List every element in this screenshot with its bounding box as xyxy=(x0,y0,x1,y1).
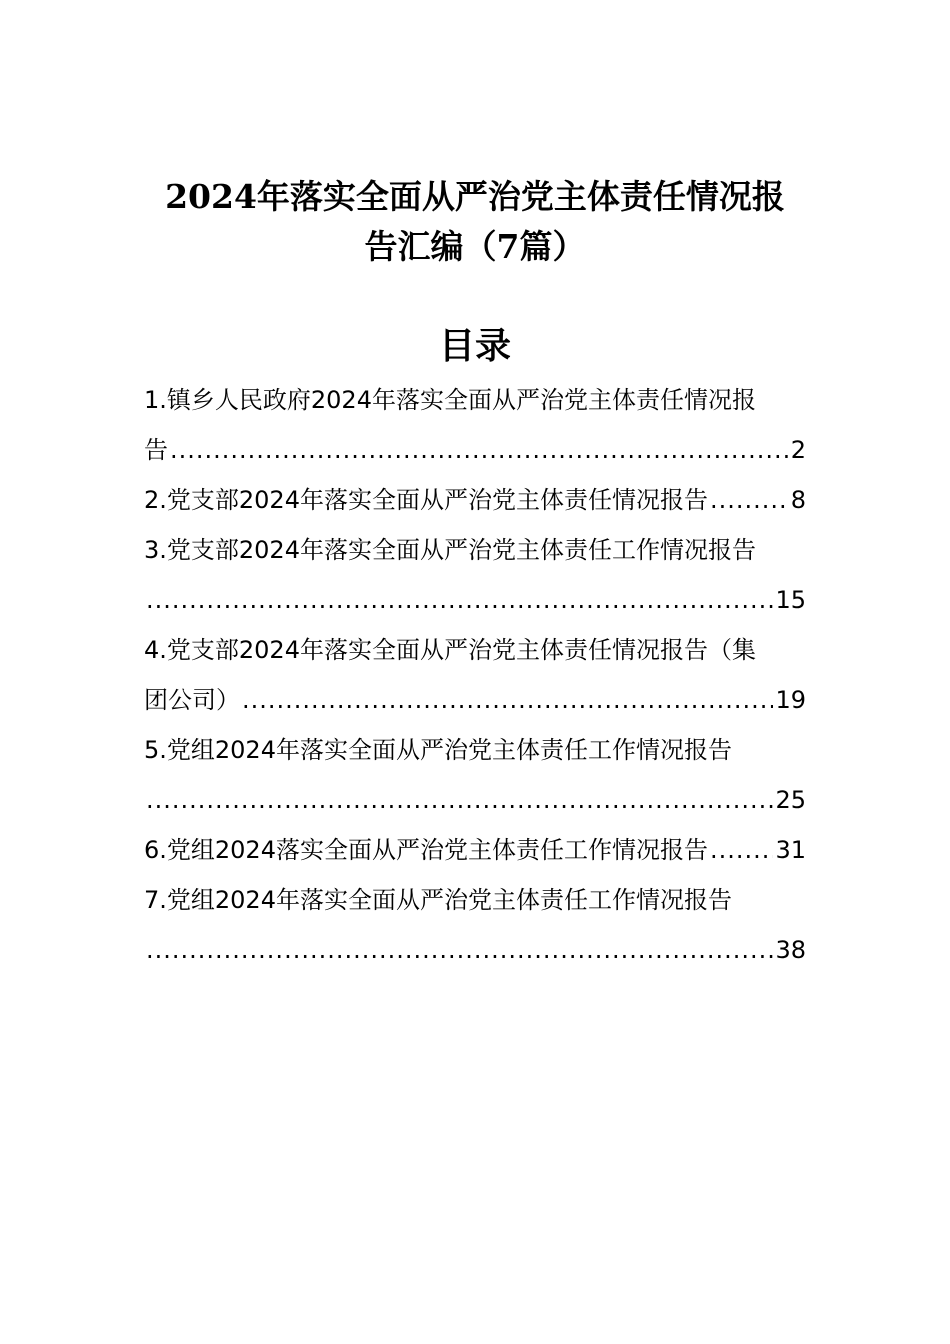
toc-entry-line xyxy=(144,475,806,525)
toc-entry-6[interactable] xyxy=(144,825,806,875)
toc-entry-title: 5.党组2024年落实全面从严治党主体责任工作情况报告 xyxy=(144,736,732,764)
table-of-contents xyxy=(144,375,806,975)
toc-page-number: 8 xyxy=(790,486,806,514)
toc-entry-line xyxy=(144,525,806,575)
toc-entry-title: 2.党支部2024年落实全面从严治党主体责任情况报告 xyxy=(144,486,708,514)
toc-entry-line xyxy=(144,825,806,875)
toc-entry-line xyxy=(144,775,806,825)
toc-page-number: 38 xyxy=(775,936,806,964)
toc-entry-title: 4.党支部2024年落实全面从严治党主体责任情况报告（集 xyxy=(144,636,756,664)
toc-entry-1[interactable] xyxy=(144,375,806,475)
toc-entry-line xyxy=(144,675,806,725)
toc-entry-line xyxy=(144,875,806,925)
toc-entry-7[interactable] xyxy=(144,875,806,975)
toc-page-number: 25 xyxy=(775,786,806,814)
toc-page-number: 15 xyxy=(775,586,806,614)
toc-entry-line xyxy=(144,925,806,975)
toc-page-number: 31 xyxy=(775,836,806,864)
dot-leader xyxy=(146,575,773,625)
toc-entry-line xyxy=(144,725,806,775)
toc-page-number: 19 xyxy=(775,686,806,714)
dot-leader xyxy=(710,825,773,875)
dot-leader xyxy=(146,925,773,975)
dot-leader xyxy=(170,425,789,475)
document-title-line-2: 告汇编（7篇） xyxy=(364,227,586,266)
toc-entry-5[interactable] xyxy=(144,725,806,825)
dot-leader xyxy=(242,675,773,725)
toc-entry-line xyxy=(144,375,806,425)
toc-entry-line xyxy=(144,425,806,475)
toc-entry-4[interactable] xyxy=(144,625,806,725)
dot-leader xyxy=(146,775,773,825)
toc-heading: 目录 xyxy=(438,325,511,367)
toc-entry-title-continued: 团公司） xyxy=(144,686,240,714)
toc-entry-title: 1.镇乡人民政府2024年落实全面从严治党主体责任情况报 xyxy=(144,386,756,414)
toc-entry-title-continued: 告 xyxy=(144,436,168,464)
toc-entry-title: 3.党支部2024年落实全面从严治党主体责任工作情况报告 xyxy=(144,536,756,564)
toc-entry-2[interactable] xyxy=(144,475,806,525)
toc-entry-line xyxy=(144,575,806,625)
dot-leader xyxy=(710,475,789,525)
toc-entry-line xyxy=(144,625,806,675)
toc-entry-title: 6.党组2024落实全面从严治党主体责任工作情况报告 xyxy=(144,836,708,864)
toc-page-number: 2 xyxy=(790,436,806,464)
document-title-line-1: 2024年落实全面从严治党主体责任情况报 xyxy=(165,177,785,216)
toc-entry-title: 7.党组2024年落实全面从严治党主体责任工作情况报告 xyxy=(144,886,732,914)
toc-entry-3[interactable] xyxy=(144,525,806,625)
